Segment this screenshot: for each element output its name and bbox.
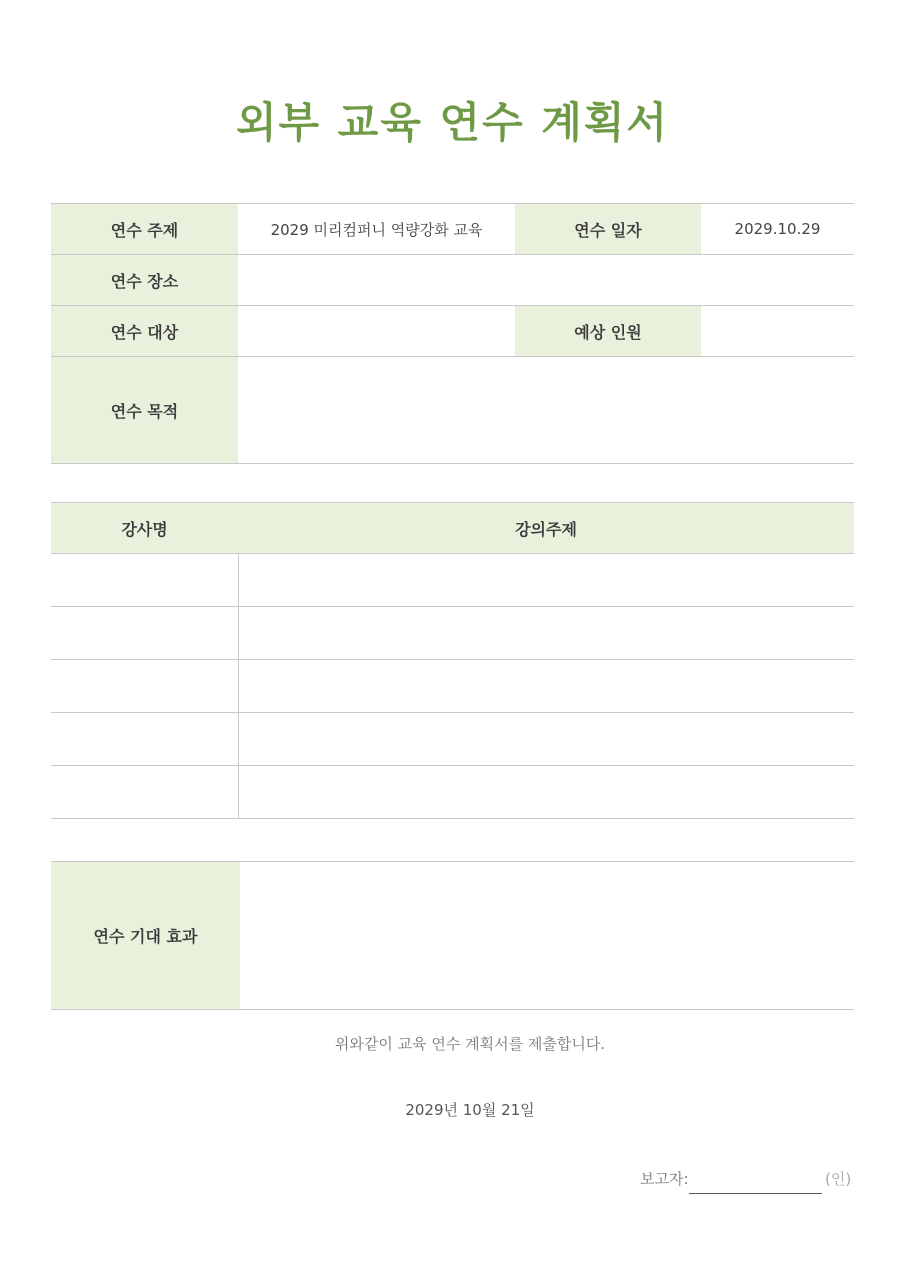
submit-statement: 위와같이 교육 연수 계획서를 제출합니다. [334, 1035, 606, 1053]
topic-value[interactable]: 2029 미리컴퍼니 역량강화 교육 [238, 204, 515, 255]
document-title: 외부 교육 연수 계획서 [235, 98, 669, 147]
lecture-header-row [51, 503, 854, 554]
seal-mark: (인) [825, 1170, 852, 1188]
info-row-purpose [51, 357, 854, 464]
lecture-row [51, 660, 854, 713]
lecture-row [51, 766, 854, 819]
effect-label: 연수 기대 효과 [51, 862, 240, 1010]
purpose-label: 연수 목적 [51, 357, 238, 464]
info-table [51, 203, 854, 464]
target-label: 연수 대상 [51, 306, 238, 357]
headcount-value[interactable] [701, 306, 854, 357]
lecture-topic-cell[interactable] [238, 660, 854, 713]
instructor-cell[interactable] [51, 660, 238, 713]
effect-table [51, 861, 854, 1010]
topic-label: 연수 주제 [51, 204, 238, 255]
lecture-row [51, 607, 854, 660]
info-row-place [51, 255, 854, 306]
submission-date: 2029년 10월 21일 [405, 1101, 535, 1119]
instructor-header: 강사명 [51, 503, 238, 554]
place-label: 연수 장소 [51, 255, 238, 306]
purpose-value[interactable] [238, 357, 854, 464]
target-value[interactable] [238, 306, 515, 357]
effect-row [51, 862, 854, 1010]
place-value[interactable] [238, 255, 854, 306]
lecture-topic-cell[interactable] [238, 713, 854, 766]
effect-value[interactable] [240, 862, 854, 1010]
instructor-cell[interactable] [51, 607, 238, 660]
lecture-table [51, 502, 854, 819]
lecture-row [51, 713, 854, 766]
instructor-cell[interactable] [51, 554, 238, 607]
lecture-topic-header: 강의주제 [238, 503, 854, 554]
signature-line[interactable] [689, 1193, 822, 1194]
headcount-label: 예상 인원 [515, 306, 701, 357]
date-value[interactable]: 2029.10.29 [701, 204, 854, 255]
instructor-cell[interactable] [51, 766, 238, 819]
lecture-topic-cell[interactable] [238, 607, 854, 660]
instructor-cell[interactable] [51, 713, 238, 766]
lecture-row [51, 554, 854, 607]
date-label: 연수 일자 [515, 204, 701, 255]
info-row-topic [51, 204, 854, 255]
lecture-topic-cell[interactable] [238, 554, 854, 607]
reporter-label: 보고자: [640, 1170, 689, 1188]
lecture-topic-cell[interactable] [238, 766, 854, 819]
info-row-target [51, 306, 854, 357]
